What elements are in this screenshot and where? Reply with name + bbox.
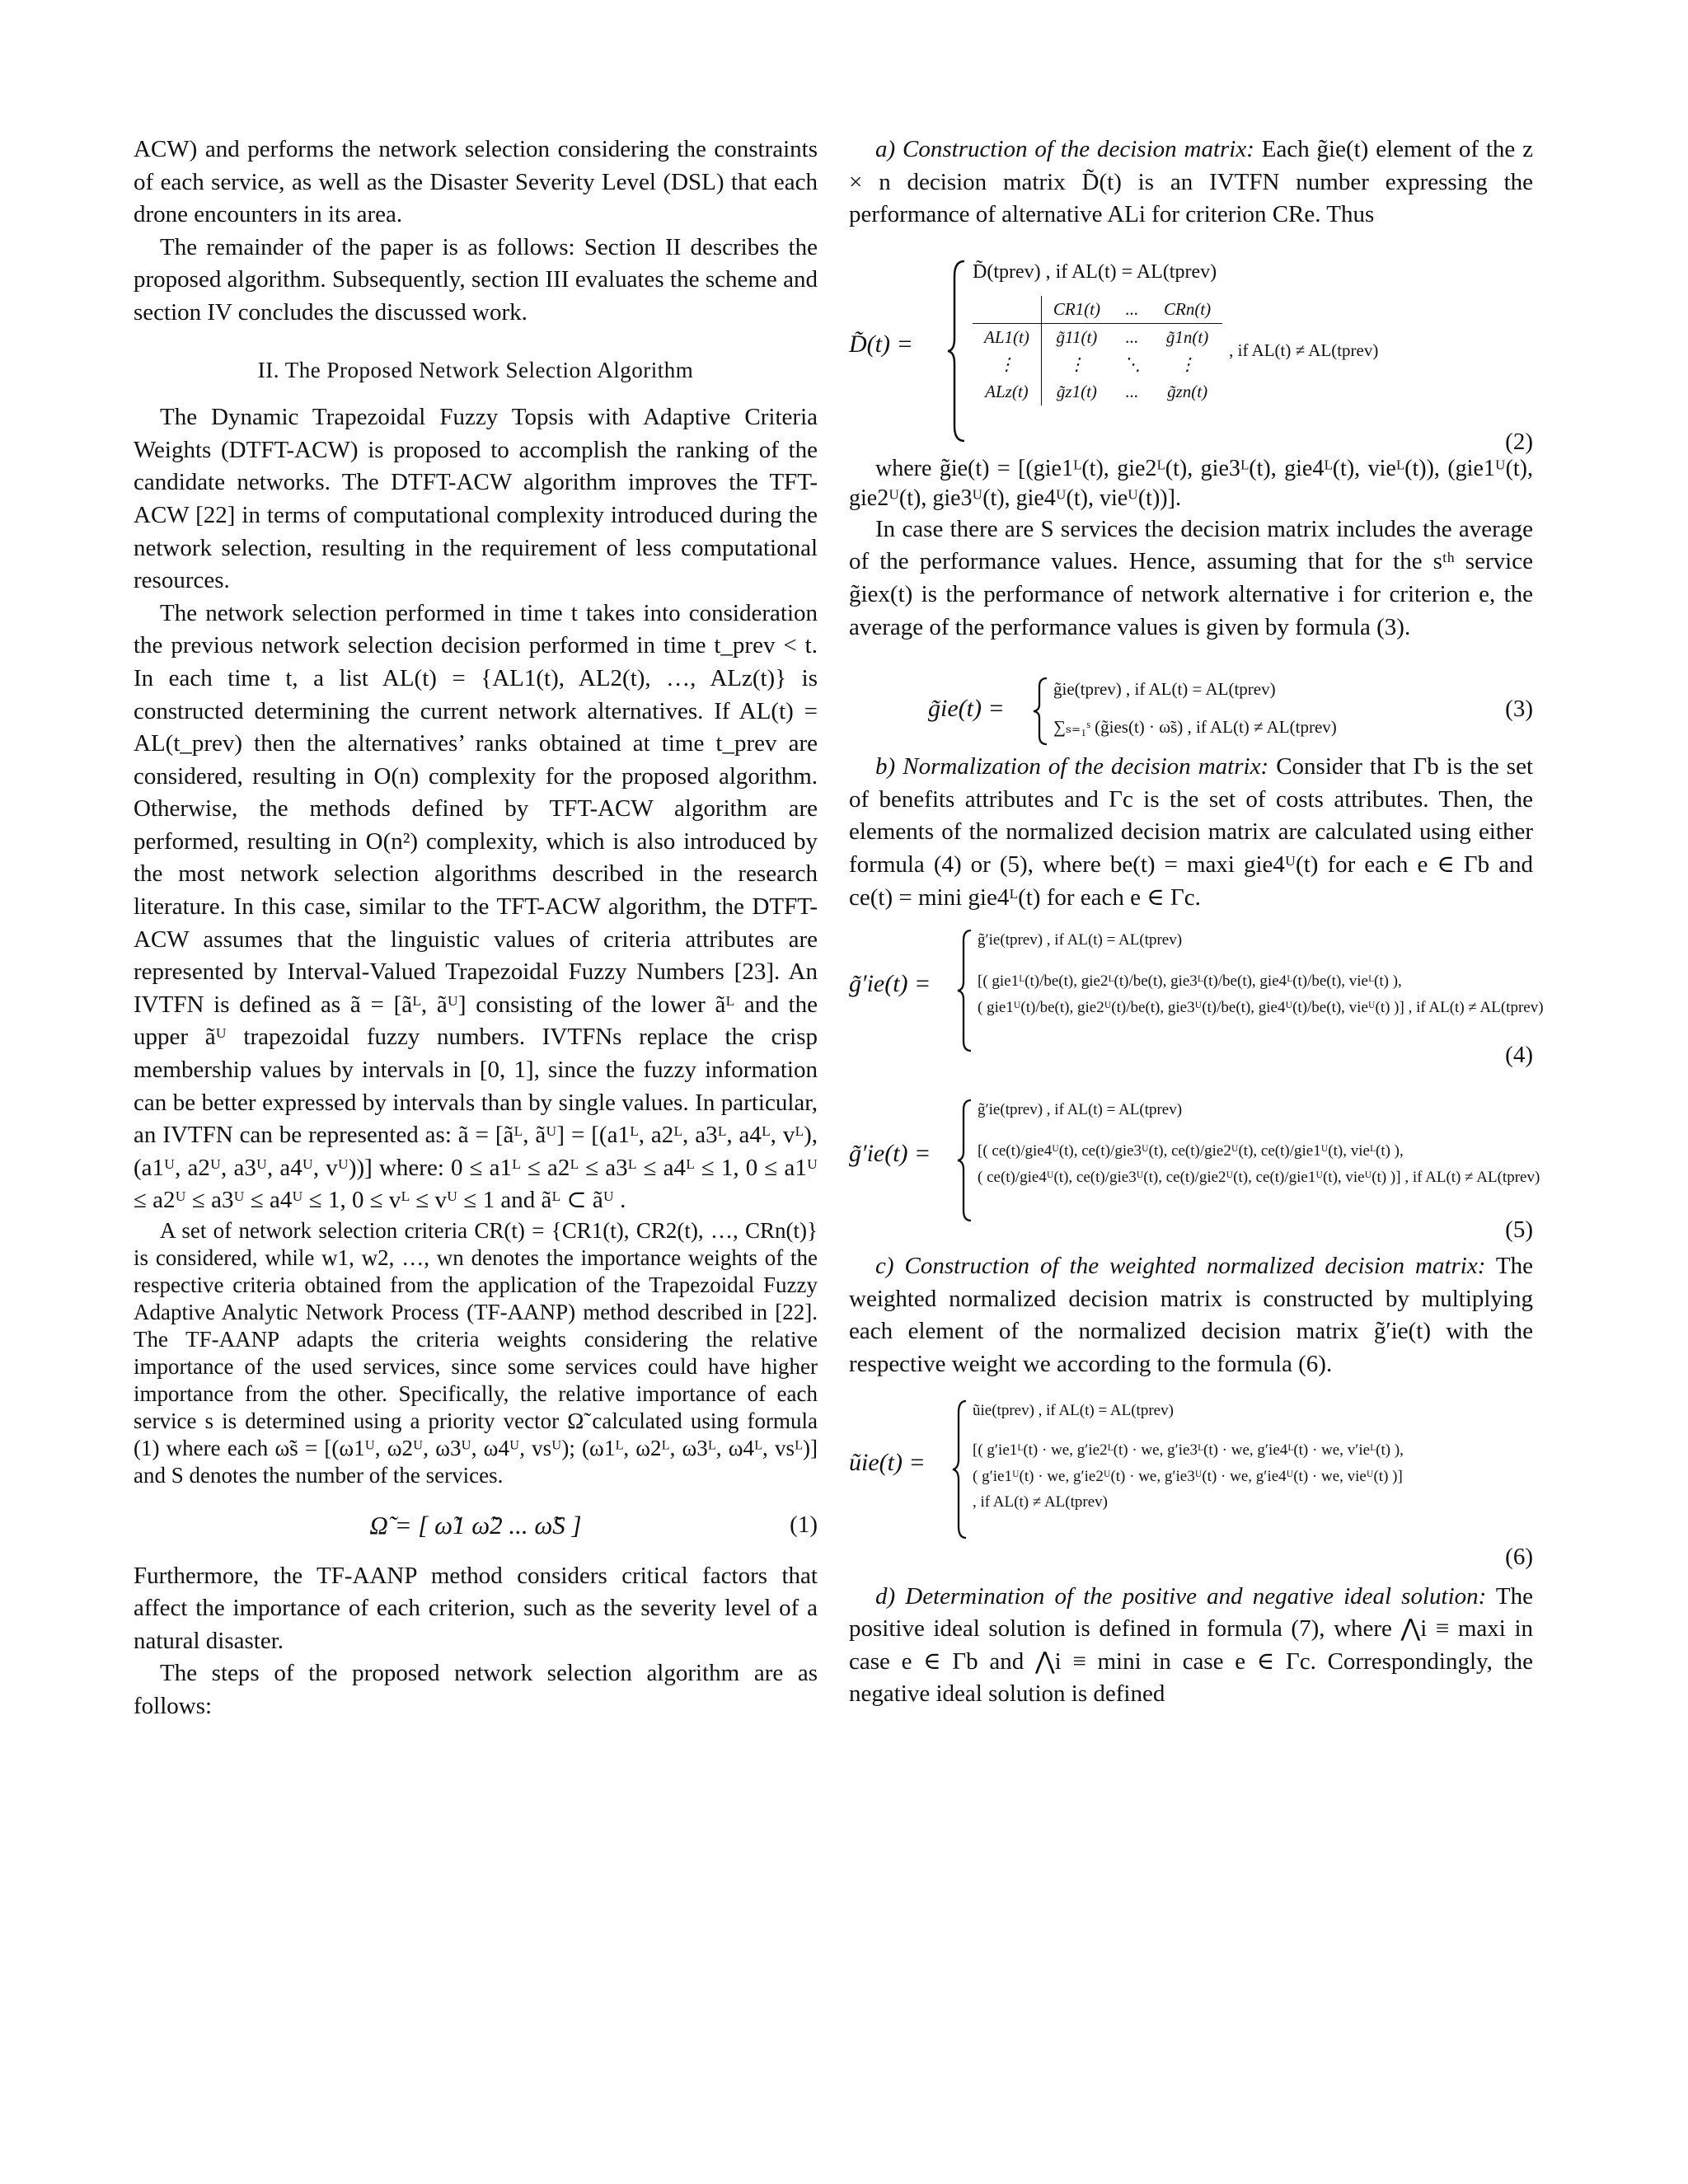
equation-6-case-1: ũie(tprev) , if AL(t) = AL(tprev) (973, 1401, 1174, 1419)
matrix-cell: ⋱ (1123, 354, 1141, 375)
paragraph-remainder: The remainder of the paper is as follows: Section II describes the proposed algorithm. Subsequently, section III evaluates the scheme and section IV concludes the discussed work. (134, 233, 818, 326)
matrix-cell: g̃z1(t) (1056, 382, 1097, 402)
equation-2 (849, 260, 1533, 455)
paragraph-services: In case there are S services the decision matrix includes the average of the performance values. Hence, assuming that for the sᵗʰ service g̃iex(t) is the performance of network alternative i for criterion e, the average of the performance values is given by formula (3). (849, 515, 1533, 640)
paragraph-steps: The steps of the proposed network selection algorithm are as follows: (134, 1660, 818, 1719)
equation-3-number: (3) (1505, 696, 1533, 723)
step-c-text: The weighted normalized decision matrix is constructed by multiplying each element of the normalized decision matrix g̃′ie(t) with the respective weight we according to the formula (6). (849, 1253, 1534, 1377)
left-brace-icon (956, 1099, 974, 1222)
step-a (849, 134, 1533, 232)
matrix-cell: g̃1n(t) (1165, 327, 1209, 348)
equation-5 (849, 1099, 1540, 1247)
decision-matrix-row (973, 378, 1222, 405)
matrix-corner (973, 296, 1041, 324)
equation-6-lhs: ũie(t) = (849, 1448, 926, 1476)
equation-6-number: (6) (1505, 1543, 1533, 1570)
matrix-row-label: ALz(t) (973, 378, 1041, 405)
paragraph-network-selection: The network selection performed in time t takes into consideration the previous network selection decision performed in time t_prev < t. In each time t, a list AL(t) = {AL1(t), AL2(t), …, ALz(t)} is constructed determining the current network alternatives. If AL(t) = AL(t_prev) then the alternatives’ ranks obtained at time t_prev are considered, resulting in O(n) complexity for the proposed algorithm. Otherwise, the methods defined by TFT-ACW algorithm are performed, resulting in O(n²) complexity, which is also introduced by the most network selection algorithms described in the research literature. In this case, similar to the TFT-ACW algorithm, the DTFT-ACW assumes that the linguistic values of criteria attributes are represented by Interval-Valued Trapezoidal Fuzzy Numbers [23]. An IVTFN is defined as ã = [ãᴸ, ãᵁ] consisting of the lower ãᴸ and the upper ãᵁ trapezoidal fuzzy numbers. IVTFNs replace the crisp membership values by intervals in [0, 1], since the fuzzy information can be better expressed by intervals than by single values. In particular, an IVTFN can be represented as: ã = [ãᴸ, ãᵁ] = [(a1ᴸ, a2ᴸ, a3ᴸ, a4ᴸ, vᴸ), (a1ᵁ, a2ᵁ, a3ᵁ, a4ᵁ, vᵁ))] where: 0 ≤ a1ᴸ ≤ a2ᴸ ≤ a3ᴸ ≤ a4ᴸ ≤ 1, 0 ≤ a1ᵁ ≤ a2ᵁ ≤ a3ᵁ ≤ a4ᵁ ≤ 1, 0 ≤ vᴸ ≤ vᵁ ≤ 1 and ãᴸ ⊂ ãᵁ . (134, 599, 818, 1214)
step-a-text: Each g̃ie(t) element of the z × n decision matrix D̃(t) is an IVTFN number expressing the performance of alternative ALi for criterion CRe. Thus (849, 136, 1533, 228)
equation-3-case-2: ∑ₛ₌₁ˢ (g̃ies(t) · ω̃s) , if AL(t) ≠ AL(tprev) (1053, 717, 1337, 738)
equation-5-number: (5) (1505, 1216, 1533, 1244)
paragraph-dtft-acw: The Dynamic Trapezoidal Fuzzy Topsis with Adaptive Criteria Weights (DTFT-ACW) is proposed to accomplish the ranking of the candidate networks. The DTFT-ACW algorithm improves the TFT-ACW [22] in terms of computational complexity introduced during the network selection, resulting in the requirement of less computational resources. (134, 404, 818, 594)
step-b (849, 751, 1533, 914)
matrix-cell: ⋮ (1179, 354, 1197, 375)
matrix-row-label: AL1(t) (973, 323, 1041, 351)
matrix-cell: g̃11(t) (1056, 327, 1098, 348)
decision-matrix-header (973, 296, 1222, 324)
left-brace-icon (951, 1399, 969, 1540)
step-b-text: Consider that Γb is the set of benefits attributes and Γc is the set of costs attributes. Then, the elements of the normalized decision matrix are calculated using either formula (4) or (5), where be(t) = maxi gie4ᵁ(t) for each e ∈ Γb and ce(t) = mini gie4ᴸ(t) for each e ∈ Γc. (849, 753, 1534, 911)
equation-1 (134, 1509, 818, 1542)
equation-5-case-2a: [( ce(t)/gie4ᵁ(t), ce(t)/gie3ᵁ(t), ce(t)/gie2ᵁ(t), ce(t)/gie1ᵁ(t), vieᴸ(t) ), (978, 1142, 1404, 1160)
step-c-heading: c) Construction of the weighted normalized decision matrix: (875, 1253, 1486, 1280)
step-b-heading: b) Normalization of the decision matrix: (875, 753, 1269, 780)
matrix-cell: ... (1125, 382, 1139, 402)
equation-6-case-2c: , if AL(t) ≠ AL(tprev) (973, 1493, 1108, 1511)
equation-4-case-2b: ( gie1ᵁ(t)/be(t), gie2ᵁ(t)/be(t), gie3ᵁ(t)/be(t), gie4ᵁ(t)/be(t), vieᵁ(t) )] , if AL(t) ≠ AL(tprev) (978, 999, 1544, 1017)
decision-matrix-row (973, 351, 1222, 378)
step-d (849, 1581, 1533, 1711)
equation-3-lhs: g̃ie(t) = (928, 695, 1005, 723)
right-column (849, 134, 1544, 1711)
decision-matrix-row (973, 323, 1222, 351)
equation-3 (849, 677, 1533, 746)
section-title: II. The Proposed Network Selection Algorithm (257, 357, 694, 382)
equation-4-number: (4) (1505, 1042, 1533, 1069)
equation-4-case-2a: [( gie1ᴸ(t)/be(t), gie2ᴸ(t)/be(t), gie3ᴸ(t)/be(t), gie4ᴸ(t)/be(t), vieᴸ(t) ), (978, 972, 1402, 991)
equation-2-condition: , if AL(t) ≠ AL(tprev) (1229, 340, 1379, 361)
left-brace-icon (956, 929, 974, 1052)
equation-5-case-1: g̃′ie(tprev) , if AL(t) = AL(tprev) (978, 1101, 1183, 1119)
equation-1-body: Ω̃ = [ ω̃1 ω̃2 ... ω̃S ] (369, 1511, 582, 1540)
equation-4 (849, 929, 1544, 1069)
step-d-heading: d) Determination of the positive and negative ideal solution: (875, 1582, 1487, 1610)
paragraph-criteria: A set of network selection criteria CR(t) = {CR1(t), CR2(t), …, CRn(t)} is considered, while w1, w2, …, wn denotes the importance weights of the respective criteria obtained from the application of the Trapezoidal Fuzzy Adaptive Analytic Network Process (TF-AANP) method described in [22]. The TF-AANP adapts the criteria weights considering the relative importance of the used services, since some services could have higher importance from the other. Specifically, the relative importance of each service s is determined using a priority vector Ω̃ calculated using formula (1) where each ω̃s = [(ω1ᵁ, ω2ᵁ, ω3ᵁ, ω4ᵁ, vsᵁ); (ω1ᴸ, ω2ᴸ, ω3ᴸ, ω4ᴸ, vsᴸ)] and S denotes the number of the services. (134, 1218, 818, 1488)
matrix-row-label: ⋮ (973, 351, 1041, 378)
equation-4-case-1: g̃′ie(tprev) , if AL(t) = AL(tprev) (978, 931, 1183, 949)
equation-4-lhs: g̃′ie(t) = (849, 970, 931, 998)
equation-3-case-1: g̃ie(tprev) , if AL(t) = AL(tprev) (1053, 679, 1276, 700)
left-brace-icon (1032, 677, 1050, 746)
where-ie: where g̃ie(t) = [(gie1ᴸ(t), gie2ᴸ(t), gie3ᴸ(t), gie4ᴸ(t), vieᴸ(t)), (gie1ᵁ(t), gie2ᵁ(t), gie3ᵁ(t), gie4ᵁ(t), vieᵁ(t))]. (849, 455, 1533, 511)
equation-6-case-2a: [( g′ie1ᴸ(t) · we, g′ie2ᴸ(t) · we, g′ie3ᴸ(t) · we, g′ie4ᴸ(t) · we, v′ieᴸ(t) ), (973, 1441, 1404, 1459)
equation-2-lhs: D̃(t) = (849, 330, 913, 358)
equation-6 (849, 1399, 1533, 1571)
matrix-header-cell: CRn(t) (1152, 296, 1222, 324)
left-column (134, 134, 818, 1723)
equation-5-case-2b: ( ce(t)/gie4ᵁ(t), ce(t)/gie3ᵁ(t), ce(t)/gie2ᵁ(t), ce(t)/gie1ᵁ(t), vieᵁ(t) )] , if AL(t) ≠ AL(tprev) (978, 1169, 1540, 1187)
paragraph-intro-end: ACW) and performs the network selection considering the constraints of each service, as well as the Disaster Severity Level (DSL) that each drone encounters in its area. (134, 136, 818, 228)
equation-1-number: (1) (790, 1511, 818, 1538)
decision-matrix-table (973, 296, 1222, 405)
equation-2-case-1: D̃(tprev) , if AL(t) = AL(tprev) (973, 260, 1217, 283)
step-c (849, 1250, 1533, 1380)
left-brace-icon (946, 260, 968, 443)
matrix-header-cell: CR1(t) (1041, 296, 1112, 324)
matrix-header-cell: ... (1112, 296, 1152, 324)
equation-4-cases (978, 929, 1544, 1021)
matrix-cell: ... (1125, 327, 1139, 348)
matrix-cell: ⋮ (1067, 354, 1085, 375)
matrix-cell: g̃zn(t) (1167, 382, 1208, 402)
equation-6-cases (973, 1399, 1404, 1515)
equation-5-lhs: g̃′ie(t) = (849, 1140, 931, 1168)
equation-6-case-2b: ( g′ie1ᵁ(t) · we, g′ie2ᵁ(t) · we, g′ie3ᵁ(t) · we, g′ie4ᵁ(t) · we, vieᵁ(t) )] (973, 1467, 1403, 1485)
equation-5-cases (978, 1099, 1540, 1191)
step-d-text: The positive ideal solution is defined in formula (7), where ⋀i ≡ maxi in case e ∈ Γb and ⋀i ≡ mini in case e ∈ Γc. Correspondingly, the negative ideal solution is defined (849, 1582, 1533, 1708)
step-a-heading: a) Construction of the decision matrix: (875, 136, 1254, 162)
paragraph-tf-aanp: Furthermore, the TF-AANP method considers critical factors that affect the importance of each criterion, such as the severity level of a natural disaster. (134, 1562, 818, 1654)
equation-2-cases (973, 260, 1378, 405)
equation-3-cases (1053, 677, 1337, 739)
equation-2-number: (2) (1505, 428, 1533, 455)
